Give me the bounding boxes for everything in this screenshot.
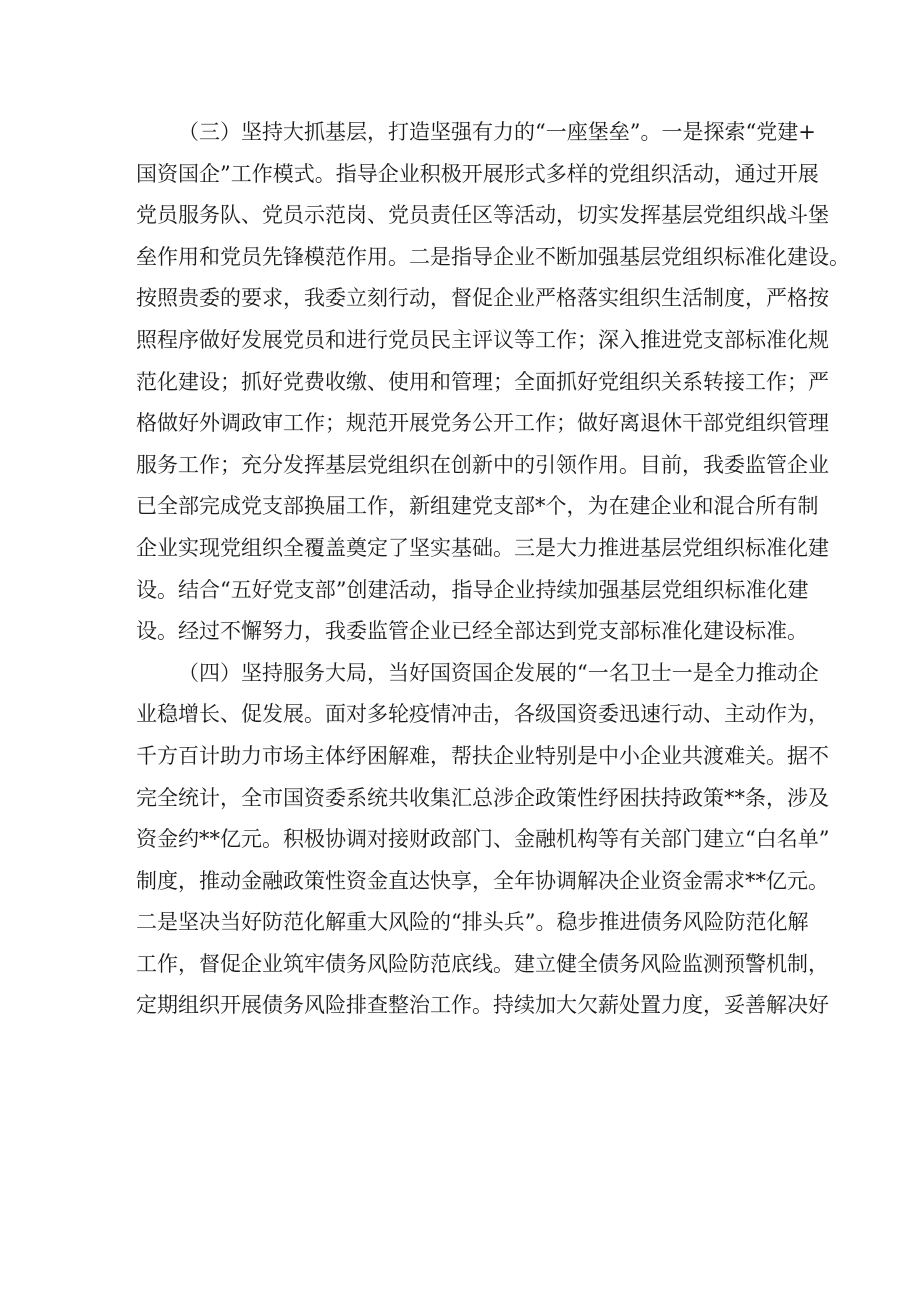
paragraph-line: 资金约**亿元。积极协调对接财政部门、金融机构等有关部门建立“白名单” [136, 827, 830, 852]
paragraph-line: 按照贵委的要求，我委立刻行动，督促企业严格落实组织生活制度，严格按 [136, 286, 829, 311]
paragraph-line: 照程序做好发展党员和进行党员民主评议等工作；深入推进党支部标准化规 [136, 327, 829, 352]
paragraph-line: 业稳增长、促发展。面对多轮疫情冲击，各级国资委迅速行动、主动作为， [136, 702, 829, 727]
paragraph-line: 服务工作；充分发挥基层党组织在创新中的引领作用。目前，我委监管企业 [136, 452, 829, 477]
paragraph-line: 完全统计，全市国资委系统共收集汇总涉企政策性纾困扶持政策**条，涉及 [136, 785, 829, 810]
paragraph-line: 党员服务队、党员示范岗、党员责任区等活动，切实发挥基层党组织战斗堡 [136, 203, 829, 228]
paragraph-line: 格做好外调政审工作；规范开展党务公开工作；做好离退休干部党组织管理 [136, 411, 829, 436]
paragraph-line: 千方百计助力市场主体纾困解难，帮扶企业特别是中小企业共渡难关。据不 [136, 743, 829, 768]
paragraph-line: 垒作用和党员先锋模范作用。二是指导企业不断加强基层党组织标准化建设。 [136, 244, 850, 269]
paragraph-line: 范化建设；抓好党费收缴、使用和管理；全面抓好党组织关系转接工作；严 [136, 369, 829, 394]
paragraph-line: 二是坚决当好防范化解重大风险的“排头兵”。稳步推进债务风险防范化解 [136, 910, 809, 935]
paragraph-line: （四）坚持服务大局，当好国资国企发展的“一名卫士一是全力推动企 [178, 660, 819, 685]
paragraph-four [136, 653, 830, 1027]
paragraph-line: （三）坚持大抓基层，打造坚强有力的“一座堡垒”。一是探索“党建+ [178, 120, 816, 144]
document-body [136, 112, 850, 1027]
paragraph-line: 企业实现党组织全覆盖奠定了坚实基础。三是大力推进基层党组织标准化建 [136, 535, 829, 560]
paragraph-line: 国资国企”工作模式。指导企业积极开展形式多样的党组织活动，通过开展 [136, 161, 819, 186]
paragraph-line: 工作，督促企业筑牢债务风险防范底线。建立健全债务风险监测预警机制， [136, 951, 829, 976]
paragraph-line: 已全部完成党支部换届工作，新组建党支部*个，为在建企业和混合所有制 [136, 494, 819, 519]
paragraph-line: 制度，推动金融政策性资金直达快享，全年协调解决企业资金需求**亿元。 [136, 868, 829, 893]
paragraph-line: 定期组织开展债务风险排查整治工作。持续加大欠薪处置力度，妥善解决好 [136, 993, 829, 1018]
paragraph-line: 设。经过不懈努力，我委监管企业已经全部达到党支部标准化建设标准。 [136, 619, 808, 644]
paragraph-line: 设。结合“五好党支部”创建活动，指导企业持续加强基层党组织标准化建 [136, 577, 809, 602]
paragraph-three [136, 112, 850, 653]
